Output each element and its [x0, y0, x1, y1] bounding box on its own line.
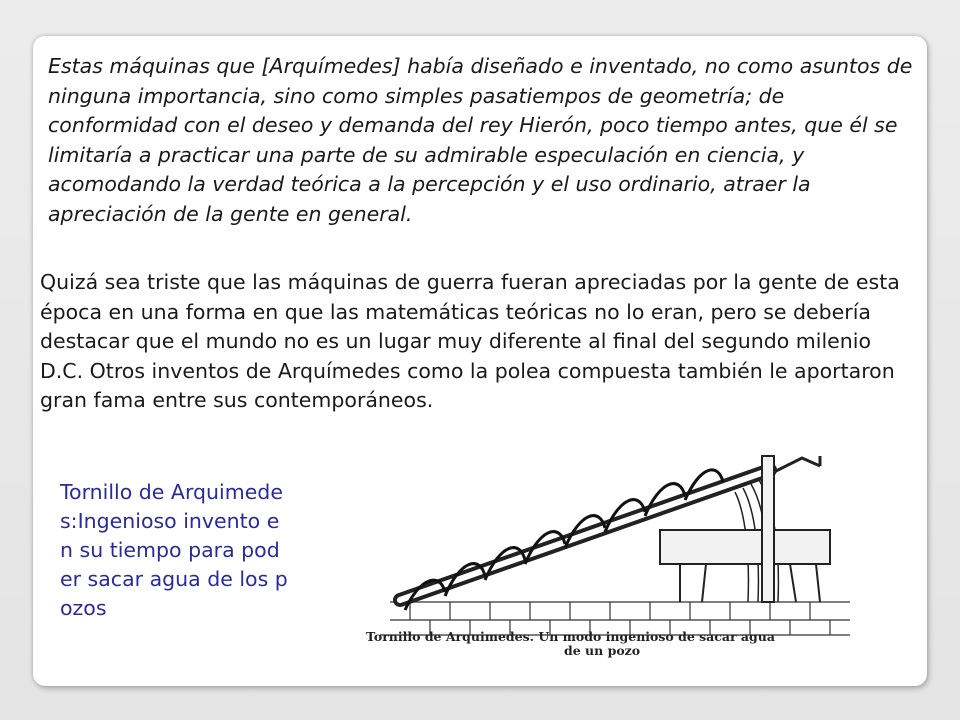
image-caption-note: Tornillo de Arquimedes:Ingenioso invento en su tiempo para poder sacar agua de los pozos: [60, 480, 288, 620]
archimedes-screw-illustration: [350, 452, 860, 662]
wooden-frame: [660, 530, 830, 602]
body-paragraph: Quizá sea triste que las máquinas de guerra fueran apreciadas por la gente de esta época en una forma en que las matemáticas teóricas no lo eran, pero se debería destacar que el mundo no es un lugar muy diferente al final del segundo milenio D.C. Otros inventos de Arquímedes como la polea compuesta también le aportaron gran fama entre sus contemporáneos.: [40, 270, 900, 412]
figure-caption-line2: de un pozo: [564, 643, 641, 658]
quote-text: Estas máquinas que [Arquímedes] había diseñado e inventado, no como asuntos de ninguna importancia, sino como simples pasatiempos de geometría; de conformidad con el deseo y demanda del rey Hierón, poco tiempo antes, que él se limitaría a practicar una parte de su admirable especulación en ciencia, y acomodando la verdad teórica a la percepción y el uso ordinario, atraer la apreciación de la gente en general.: [48, 54, 913, 226]
archimedes-screw-drawing: [350, 452, 860, 662]
figure-caption-line1: Tornillo de Arquimedes. Un modo ingenioso de sacar agua: [366, 629, 775, 644]
